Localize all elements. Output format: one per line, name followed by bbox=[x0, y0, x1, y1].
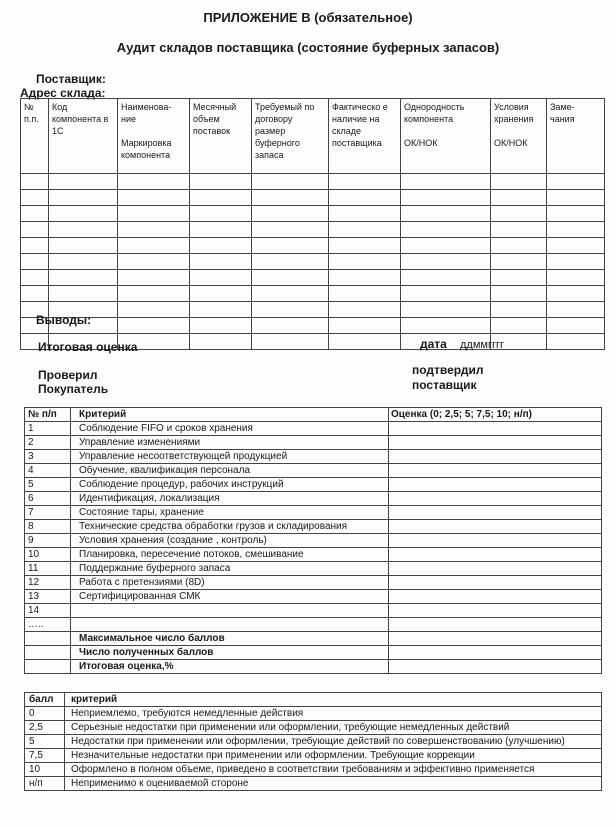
criteria-score-cell bbox=[389, 604, 602, 618]
audit-cell bbox=[547, 206, 605, 222]
audit-cell bbox=[329, 174, 401, 190]
got-points-label: Число полученных баллов bbox=[71, 646, 389, 660]
col-storage-label: Условия хранения bbox=[494, 102, 534, 124]
criteria-text: Управление изменениями bbox=[71, 436, 389, 450]
criteria-text: Управление несоответствующей продукцией bbox=[71, 450, 389, 464]
audit-cell bbox=[547, 286, 605, 302]
criteria-no: 9 bbox=[25, 534, 71, 548]
scale-row bbox=[25, 707, 602, 721]
criteria-head-score: Оценка (0; 2,5; 5; 7,5; 10; н/п) bbox=[389, 408, 602, 422]
criteria-row bbox=[25, 478, 602, 492]
col-storage bbox=[491, 99, 547, 174]
audit-cell bbox=[401, 302, 491, 318]
criteria-text: Поддержание буферного запаса bbox=[71, 562, 389, 576]
audit-cell bbox=[491, 190, 547, 206]
audit-cell bbox=[118, 206, 190, 222]
audit-cell bbox=[401, 206, 491, 222]
audit-cell bbox=[547, 238, 605, 254]
scale-row bbox=[25, 777, 602, 791]
col-uniform-okn: ОК/НОК bbox=[404, 138, 438, 148]
col-name-label: Наименова- ние bbox=[121, 102, 172, 124]
criteria-score-cell bbox=[389, 548, 602, 562]
audit-cell bbox=[491, 254, 547, 270]
criteria-no: 3 bbox=[25, 450, 71, 464]
audit-cell bbox=[118, 174, 190, 190]
criteria-row bbox=[25, 520, 602, 534]
audit-cell bbox=[118, 238, 190, 254]
audit-row bbox=[21, 174, 605, 190]
audit-cell bbox=[252, 222, 329, 238]
criteria-row bbox=[25, 534, 602, 548]
audit-cell bbox=[252, 334, 329, 350]
scale-row bbox=[25, 735, 602, 749]
criteria-row bbox=[25, 590, 602, 604]
col-notes: Заме- чания bbox=[547, 99, 605, 174]
audit-cell bbox=[401, 270, 491, 286]
scale-text: Недостатки при применении или оформлении, требующие действий по совершенствованию (улучшению) bbox=[65, 735, 602, 749]
criteria-text bbox=[71, 604, 389, 618]
criteria-row bbox=[25, 576, 602, 590]
audit-cell bbox=[329, 222, 401, 238]
audit-row bbox=[21, 318, 605, 334]
audit-cell bbox=[329, 302, 401, 318]
criteria-row bbox=[25, 604, 602, 618]
criteria-row bbox=[25, 506, 602, 520]
scale-row bbox=[25, 749, 602, 763]
scale-row bbox=[25, 763, 602, 777]
audit-row bbox=[21, 190, 605, 206]
col-no: № п.п. bbox=[21, 99, 49, 174]
scale-score: 0 bbox=[25, 707, 65, 721]
audit-cell bbox=[329, 334, 401, 350]
audit-cell bbox=[21, 206, 49, 222]
date-format: ддммгггг bbox=[460, 339, 505, 351]
criteria-row bbox=[25, 618, 602, 632]
criteria-text: Сертифицированная СМК bbox=[71, 590, 389, 604]
audit-cell bbox=[547, 302, 605, 318]
audit-cell bbox=[190, 238, 252, 254]
criteria-got-row bbox=[25, 646, 602, 660]
audit-cell bbox=[49, 270, 118, 286]
scale-header bbox=[25, 693, 602, 707]
audit-cell bbox=[252, 190, 329, 206]
col-marking-label: Маркировка компонента bbox=[121, 138, 172, 160]
criteria-text: Технические средства обработки грузов и складирования bbox=[71, 520, 389, 534]
criteria-head-no: № п/п bbox=[25, 408, 71, 422]
audit-cell bbox=[21, 238, 49, 254]
audit-cell bbox=[401, 174, 491, 190]
audit-row bbox=[21, 238, 605, 254]
audit-cell bbox=[491, 206, 547, 222]
total-pct-label: Итоговая оценка,% bbox=[71, 660, 389, 674]
criteria-row bbox=[25, 562, 602, 576]
criteria-score-cell bbox=[389, 450, 602, 464]
criteria-row bbox=[25, 436, 602, 450]
scale-score: 10 bbox=[25, 763, 65, 777]
audit-cell bbox=[252, 206, 329, 222]
criteria-no: 6 bbox=[25, 492, 71, 506]
address-label: Адрес склада: bbox=[20, 86, 106, 100]
audit-cell bbox=[190, 206, 252, 222]
criteria-text: Состояние тары, хранение bbox=[71, 506, 389, 520]
criteria-total-row bbox=[25, 660, 602, 674]
audit-cell bbox=[252, 174, 329, 190]
audit-cell bbox=[401, 318, 491, 334]
criteria-row bbox=[25, 450, 602, 464]
audit-cell bbox=[190, 318, 252, 334]
supplier-label: Поставщик: bbox=[36, 72, 106, 86]
criteria-text bbox=[71, 618, 389, 632]
audit-cell bbox=[190, 174, 252, 190]
criteria-score-cell bbox=[389, 520, 602, 534]
audit-cell bbox=[401, 286, 491, 302]
audit-cell bbox=[118, 318, 190, 334]
col-volume: Месячный объем поставок bbox=[190, 99, 252, 174]
criteria-max-row bbox=[25, 632, 602, 646]
criteria-row bbox=[25, 464, 602, 478]
criteria-no: 14 bbox=[25, 604, 71, 618]
scale-text: Неприемлемо, требуются немедленные действия bbox=[65, 707, 602, 721]
criteria-text: Обучение, квалификация персонала bbox=[71, 464, 389, 478]
criteria-no: 8 bbox=[25, 520, 71, 534]
criteria-score-cell bbox=[389, 562, 602, 576]
audit-cell bbox=[252, 270, 329, 286]
col-name bbox=[118, 99, 190, 174]
scale-score: 5 bbox=[25, 735, 65, 749]
audit-cell bbox=[491, 302, 547, 318]
criteria-no: 4 bbox=[25, 464, 71, 478]
audit-cell bbox=[547, 174, 605, 190]
col-uniform-label: Однородность компонента bbox=[404, 102, 465, 124]
criteria-score-cell bbox=[389, 590, 602, 604]
audit-row bbox=[21, 302, 605, 318]
criteria-table bbox=[24, 407, 602, 674]
audit-cell bbox=[252, 254, 329, 270]
audit-cell bbox=[547, 190, 605, 206]
audit-cell bbox=[491, 286, 547, 302]
scale-text: Серьезные недостатки при применении или оформлении, требующие немедленных действий bbox=[65, 721, 602, 735]
audit-cell bbox=[190, 190, 252, 206]
audit-cell bbox=[118, 270, 190, 286]
audit-cell bbox=[491, 270, 547, 286]
confirmed-label: подтвердил bbox=[412, 363, 484, 377]
criteria-score-cell bbox=[389, 618, 602, 632]
criteria-row bbox=[25, 548, 602, 562]
audit-cell bbox=[118, 254, 190, 270]
audit-row bbox=[21, 206, 605, 222]
audit-cell bbox=[329, 286, 401, 302]
audit-cell bbox=[491, 238, 547, 254]
scale-head-score: балл bbox=[25, 693, 65, 707]
audit-cell bbox=[329, 254, 401, 270]
criteria-text: Работа с претензиями (8D) bbox=[71, 576, 389, 590]
audit-cell bbox=[401, 190, 491, 206]
audit-cell bbox=[252, 238, 329, 254]
criteria-text: Соблюдение процедур, рабочих инструкций bbox=[71, 478, 389, 492]
audit-cell bbox=[252, 286, 329, 302]
audit-table-header bbox=[21, 99, 605, 174]
scale-row bbox=[25, 721, 602, 735]
criteria-no: 10 bbox=[25, 548, 71, 562]
supplier-sign-label: поставщик bbox=[412, 378, 477, 392]
criteria-score-cell bbox=[389, 464, 602, 478]
audit-cell bbox=[49, 286, 118, 302]
criteria-score-cell bbox=[389, 506, 602, 520]
audit-cell bbox=[190, 270, 252, 286]
criteria-no: ….. bbox=[25, 618, 71, 632]
scale-score: 2,5 bbox=[25, 721, 65, 735]
col-code: Код компонента в 1С bbox=[49, 99, 118, 174]
audit-cell bbox=[49, 174, 118, 190]
audit-cell bbox=[118, 222, 190, 238]
criteria-score-cell bbox=[389, 436, 602, 450]
criteria-no: 1 bbox=[25, 422, 71, 436]
criteria-text: Условия хранения (создание , контроль) bbox=[71, 534, 389, 548]
col-actual: Фактическо е наличие на складе поставщика bbox=[329, 99, 401, 174]
audit-cell bbox=[401, 254, 491, 270]
criteria-no: 2 bbox=[25, 436, 71, 450]
checked-label: Проверил bbox=[38, 368, 98, 382]
audit-cell bbox=[491, 174, 547, 190]
audit-cell bbox=[49, 254, 118, 270]
scale-score: н/п bbox=[25, 777, 65, 791]
audit-cell bbox=[190, 334, 252, 350]
criteria-text: Идентификация, локализация bbox=[71, 492, 389, 506]
audit-cell bbox=[252, 318, 329, 334]
criteria-score-cell bbox=[389, 478, 602, 492]
audit-row bbox=[21, 270, 605, 286]
audit-cell bbox=[118, 190, 190, 206]
audit-cell bbox=[491, 318, 547, 334]
scale-head-crit: критерий bbox=[65, 693, 602, 707]
audit-cell bbox=[329, 206, 401, 222]
audit-cell bbox=[547, 270, 605, 286]
appendix-title: ПРИЛОЖЕНИЕ В (обязательное) bbox=[203, 10, 413, 25]
audit-cell bbox=[329, 270, 401, 286]
buyer-label: Покупатель bbox=[38, 382, 109, 396]
audit-cell bbox=[118, 286, 190, 302]
audit-cell bbox=[547, 222, 605, 238]
audit-cell bbox=[190, 302, 252, 318]
scale-text: Оформлено в полном объеме, приведено в соответствии требованиям и эффективно применяется bbox=[65, 763, 602, 777]
audit-cell bbox=[491, 222, 547, 238]
audit-cell bbox=[49, 222, 118, 238]
audit-cell bbox=[547, 334, 605, 350]
audit-cell bbox=[118, 302, 190, 318]
audit-cell bbox=[329, 318, 401, 334]
criteria-row bbox=[25, 422, 602, 436]
audit-cell bbox=[49, 190, 118, 206]
audit-cell bbox=[190, 222, 252, 238]
scale-table bbox=[24, 692, 602, 791]
audit-cell bbox=[21, 254, 49, 270]
audit-cell bbox=[401, 238, 491, 254]
audit-cell bbox=[329, 238, 401, 254]
audit-cell bbox=[49, 206, 118, 222]
audit-row bbox=[21, 254, 605, 270]
criteria-no: 5 bbox=[25, 478, 71, 492]
conclusions-label: Выводы: bbox=[36, 313, 92, 327]
criteria-score-cell bbox=[389, 576, 602, 590]
audit-cell bbox=[49, 238, 118, 254]
col-uniform bbox=[401, 99, 491, 174]
final-score-label: Итоговая оценка bbox=[38, 340, 138, 354]
date-label: дата bbox=[420, 337, 447, 351]
audit-cell bbox=[21, 286, 49, 302]
audit-cell bbox=[21, 270, 49, 286]
scale-score: 7,5 bbox=[25, 749, 65, 763]
audit-cell bbox=[190, 286, 252, 302]
criteria-text: Соблюдение FIFO и сроков хранения bbox=[71, 422, 389, 436]
audit-cell bbox=[401, 222, 491, 238]
audit-cell bbox=[547, 254, 605, 270]
criteria-score-cell bbox=[389, 534, 602, 548]
audit-cell bbox=[329, 190, 401, 206]
audit-cell bbox=[252, 302, 329, 318]
criteria-score-cell bbox=[389, 492, 602, 506]
criteria-no: 11 bbox=[25, 562, 71, 576]
criteria-text: Планировка, пересечение потоков, смешивание bbox=[71, 548, 389, 562]
criteria-no: 13 bbox=[25, 590, 71, 604]
audit-cell bbox=[21, 174, 49, 190]
criteria-no: 12 bbox=[25, 576, 71, 590]
col-storage-okn: ОК/НОК bbox=[494, 138, 528, 148]
scale-text: Неприменимо к оцениваемой стороне bbox=[65, 777, 602, 791]
criteria-head-crit: Критерий bbox=[71, 408, 389, 422]
criteria-score-cell bbox=[389, 422, 602, 436]
audit-table bbox=[20, 98, 605, 350]
audit-cell bbox=[547, 318, 605, 334]
criteria-no: 7 bbox=[25, 506, 71, 520]
criteria-row bbox=[25, 492, 602, 506]
audit-cell bbox=[190, 254, 252, 270]
audit-cell bbox=[21, 222, 49, 238]
scale-text: Незначительные недостатки при применении или оформлении. Требующие коррекции bbox=[65, 749, 602, 763]
max-points-label: Максимальное число баллов bbox=[71, 632, 389, 646]
audit-cell bbox=[21, 190, 49, 206]
col-required: Требуемый по договору размер буферного запаса bbox=[252, 99, 329, 174]
page-title: Аудит складов поставщика (состояние буферных запасов) bbox=[116, 40, 500, 55]
audit-row bbox=[21, 222, 605, 238]
audit-row bbox=[21, 286, 605, 302]
criteria-header bbox=[25, 408, 602, 422]
